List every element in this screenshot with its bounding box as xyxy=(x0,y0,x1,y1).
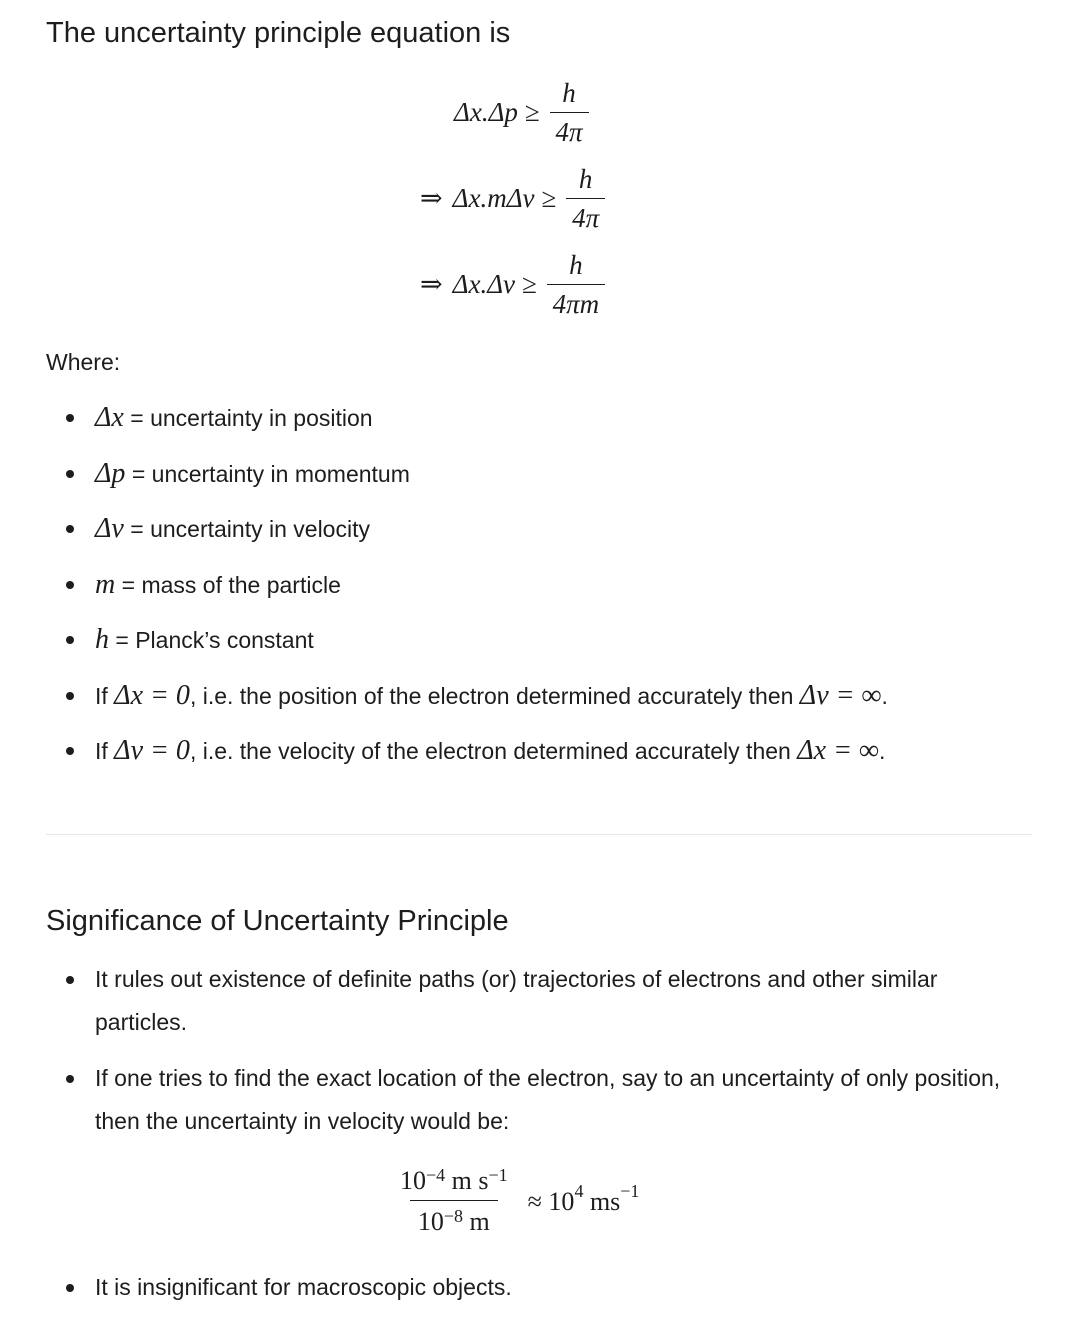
result-math: Δv = ∞ xyxy=(799,679,882,711)
list-item: It is insignificant for macroscopic objects. xyxy=(46,1266,1032,1309)
num-unit: m s xyxy=(445,1166,489,1195)
result-exponent: 4 xyxy=(574,1180,584,1201)
definitions-list xyxy=(46,396,1032,785)
symbol: Δv xyxy=(95,513,124,544)
implies-arrow: ⇒ xyxy=(420,183,443,213)
list-item xyxy=(46,729,1032,785)
list-item xyxy=(46,507,1032,563)
equation-2-lhs: Δx.mΔv ≥ xyxy=(452,183,557,213)
definition-text: = uncertainty in position xyxy=(123,405,373,431)
calc-result xyxy=(527,1180,640,1217)
equation-1-lhs: Δx.Δp ≥ xyxy=(454,97,540,127)
equation-1-denominator: 4π xyxy=(550,112,589,147)
if-text: If xyxy=(95,682,115,709)
definition-text: = mass of the particle xyxy=(115,571,341,598)
num-unit-exponent: −1 xyxy=(488,1165,508,1185)
equation-2-numerator: h xyxy=(578,164,593,194)
equation-1 xyxy=(454,78,589,147)
den-exponent: −8 xyxy=(443,1206,464,1226)
equation-3 xyxy=(420,250,605,319)
calc-fraction xyxy=(392,1166,516,1237)
symbol: h xyxy=(95,624,109,655)
significance-list xyxy=(46,958,1032,1309)
equation-1-numerator: h xyxy=(562,78,576,108)
section-divider xyxy=(46,834,1032,835)
calc-numerator xyxy=(392,1166,516,1200)
num-exponent: −4 xyxy=(426,1165,446,1185)
num-base: 10 xyxy=(400,1166,426,1195)
equation-2-denominator: 4π xyxy=(566,198,605,233)
result-unit: ms xyxy=(583,1186,621,1216)
intro-heading: The uncertainty principle equation is xyxy=(46,17,511,49)
equation-3-fraction xyxy=(547,250,606,319)
list-item: If one tries to find the exact location of the electron, say to an uncertainty of only position, then the uncertainty in velocity would be: xyxy=(46,1057,1032,1143)
list-item xyxy=(46,674,1032,730)
significance-heading: Significance of Uncertainty Principle xyxy=(46,905,509,937)
equation-3-lhs: Δx.Δv ≥ xyxy=(452,269,537,299)
period: . xyxy=(881,682,888,709)
list-item: It rules out existence of definite paths (or) trajectories of electrons and other similar particles. xyxy=(46,958,1032,1044)
where-label: Where: xyxy=(46,349,121,375)
list-item xyxy=(46,563,1032,619)
equation-2-fraction xyxy=(566,164,605,233)
list-item xyxy=(46,618,1032,674)
condition-math: Δv = 0 xyxy=(114,735,190,766)
den-base: 10 xyxy=(417,1207,444,1236)
equation-1-fraction xyxy=(550,78,589,147)
condition-math: Δx = 0 xyxy=(114,679,190,711)
result-unit-exponent: −1 xyxy=(620,1180,640,1201)
condition-text: , i.e. the velocity of the electron determined accurately then xyxy=(189,738,798,764)
definition-text: = uncertainty in momentum xyxy=(125,460,410,487)
period: . xyxy=(878,738,886,764)
if-text: If xyxy=(95,738,115,764)
list-item xyxy=(46,396,1032,452)
result-math: Δx = ∞ xyxy=(797,735,879,766)
calc-denominator xyxy=(410,1200,498,1237)
definition-text: = uncertainty in velocity xyxy=(123,516,370,542)
symbol: Δx xyxy=(95,402,124,433)
symbol: m xyxy=(95,568,116,600)
approx-text: ≈ 10 xyxy=(527,1186,575,1216)
definition-text: = Planck’s constant xyxy=(109,627,314,653)
implies-arrow: ⇒ xyxy=(420,269,443,299)
equation-3-denominator: 4πm xyxy=(547,284,606,319)
list-item xyxy=(46,452,1032,508)
equation-2 xyxy=(420,164,605,233)
equation-3-numerator: h xyxy=(569,250,583,280)
condition-text: , i.e. the position of the electron determined accurately then xyxy=(189,682,800,709)
velocity-calculation xyxy=(392,1166,639,1237)
den-unit: m xyxy=(463,1207,490,1236)
symbol: Δp xyxy=(95,457,126,489)
